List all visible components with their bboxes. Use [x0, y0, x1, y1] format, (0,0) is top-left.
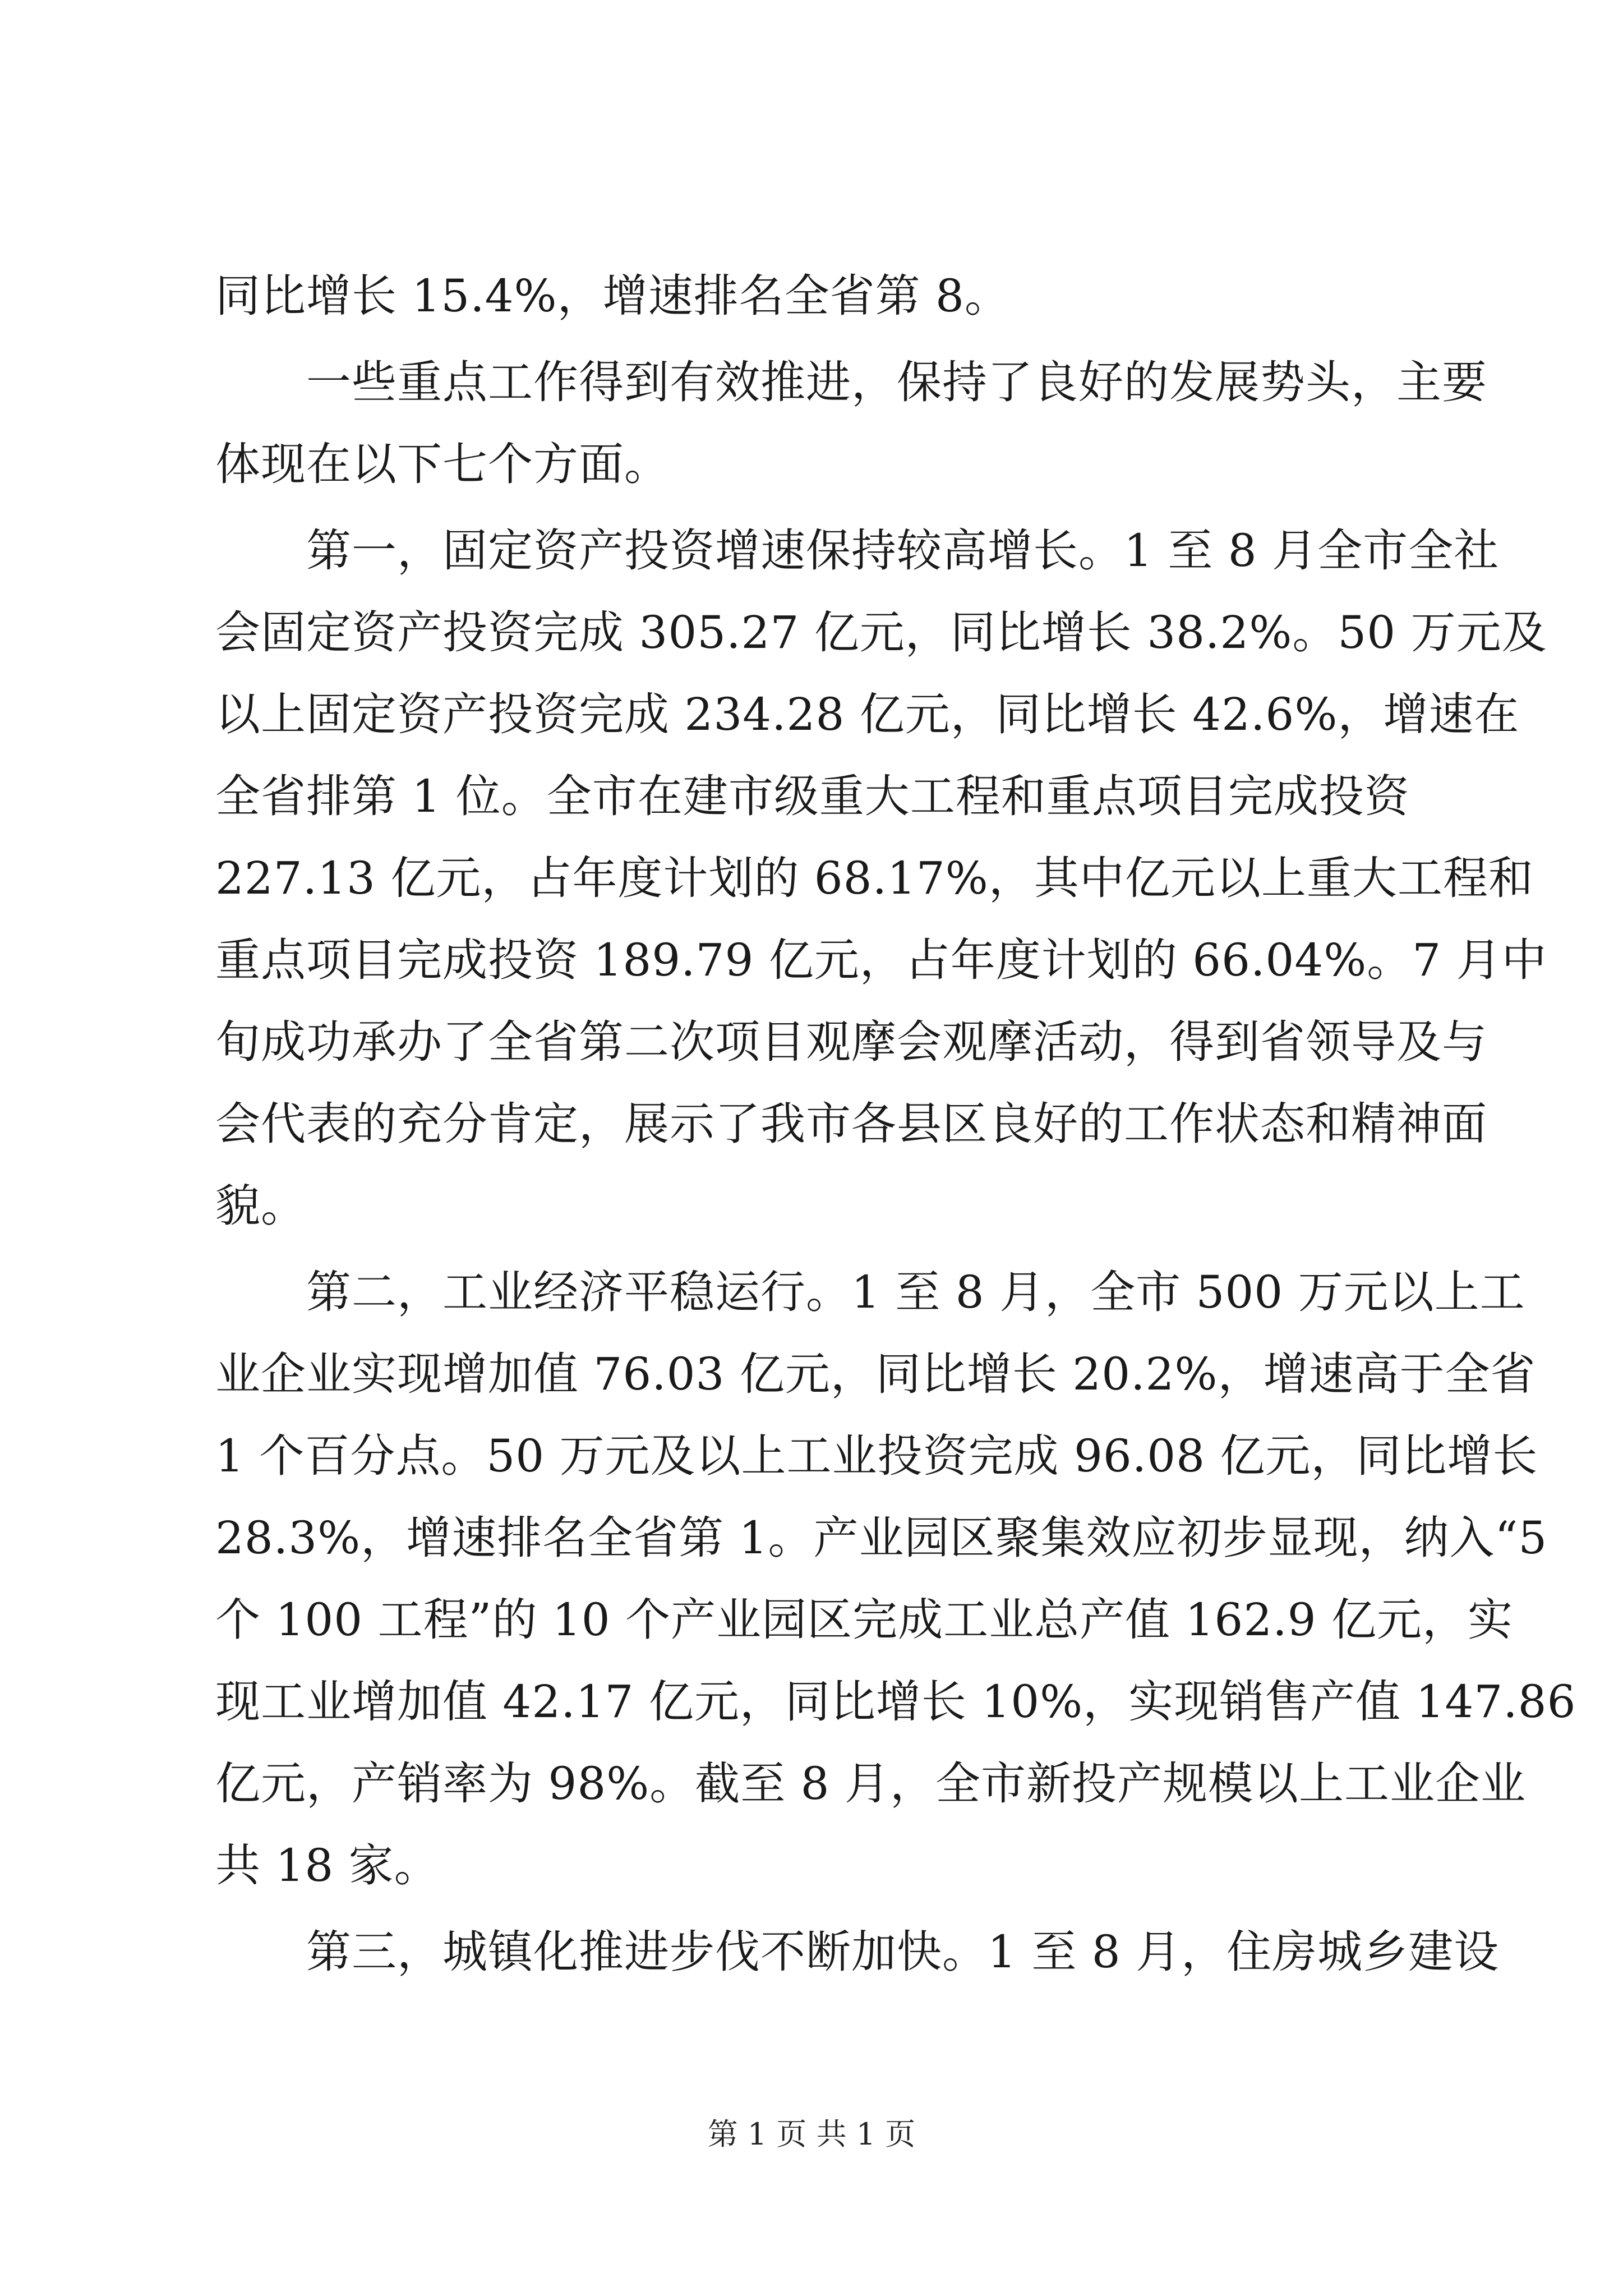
text-line: 第一，固定资产投资增速保持较高增长。1 至 8 月全市全社: [215, 524, 1500, 577]
page-footer: [0, 2115, 1623, 2154]
text-line: 全省排第 1 位。全市在建市级重大工程和重点项目完成投资: [215, 770, 1410, 822]
text-line: 一些重点工作得到有效推进，保持了良好的发展势头，主要: [215, 356, 1487, 408]
page-number-label: 第 1 页 共 1 页: [707, 2116, 916, 2152]
text-line: 旬成功承办了全省第二次项目观摩会观摩活动，得到省领导及与: [215, 1016, 1487, 1068]
text-line: 共 18 家。: [215, 1839, 440, 1892]
text-line: 业企业实现增加值 76.03 亿元，同比增长 20.2%，增速高于全省: [215, 1348, 1536, 1400]
document-body: [215, 255, 1576, 1993]
text-line: 1 个百分点。50 万元及以上工业投资完成 96.08 亿元，同比增长: [215, 1430, 1538, 1482]
text-line: 227.13 亿元，占年度计划的 68.17%，其中亿元以上重大工程和: [215, 852, 1534, 904]
text-line: 第三，城镇化推进步伐不断加快。1 至 8 月，住房城乡建设: [215, 1926, 1500, 1978]
text-line: 体现在以下七个方面。: [215, 438, 670, 490]
text-line: 个 100 工程”的 10 个产业园区完成工业总产值 162.9 亿元，实: [215, 1594, 1513, 1646]
text-line: 同比增长 15.4%，增速排名全省第 8。: [215, 270, 1010, 322]
text-line: 现工业增加值 42.17 亿元，同比增长 10%，实现销售产值 147.86: [215, 1676, 1576, 1728]
text-line: 貌。: [215, 1180, 306, 1232]
text-line: 以上固定资产投资完成 234.28 亿元，同比增长 42.6%，增速在: [215, 688, 1520, 740]
text-line: 28.3%，增速排名全省第 1。产业园区聚集效应初步显现，纳入“5: [215, 1512, 1548, 1564]
text-line: 亿元，产销率为 98%。截至 8 月，全市新投产规模以上工业企业: [215, 1757, 1526, 1810]
text-line: 第二，工业经济平稳运行。1 至 8 月，全市 500 万元以上工: [215, 1266, 1525, 1318]
text-line: 会代表的充分肯定，展示了我市各县区良好的工作状态和精神面: [215, 1098, 1487, 1150]
text-line: 会固定资产投资完成 305.27 亿元，同比增长 38.2%。50 万元及: [215, 606, 1547, 659]
text-line: 重点项目完成投资 189.79 亿元，占年度计划的 66.04%。7 月中: [215, 934, 1547, 986]
